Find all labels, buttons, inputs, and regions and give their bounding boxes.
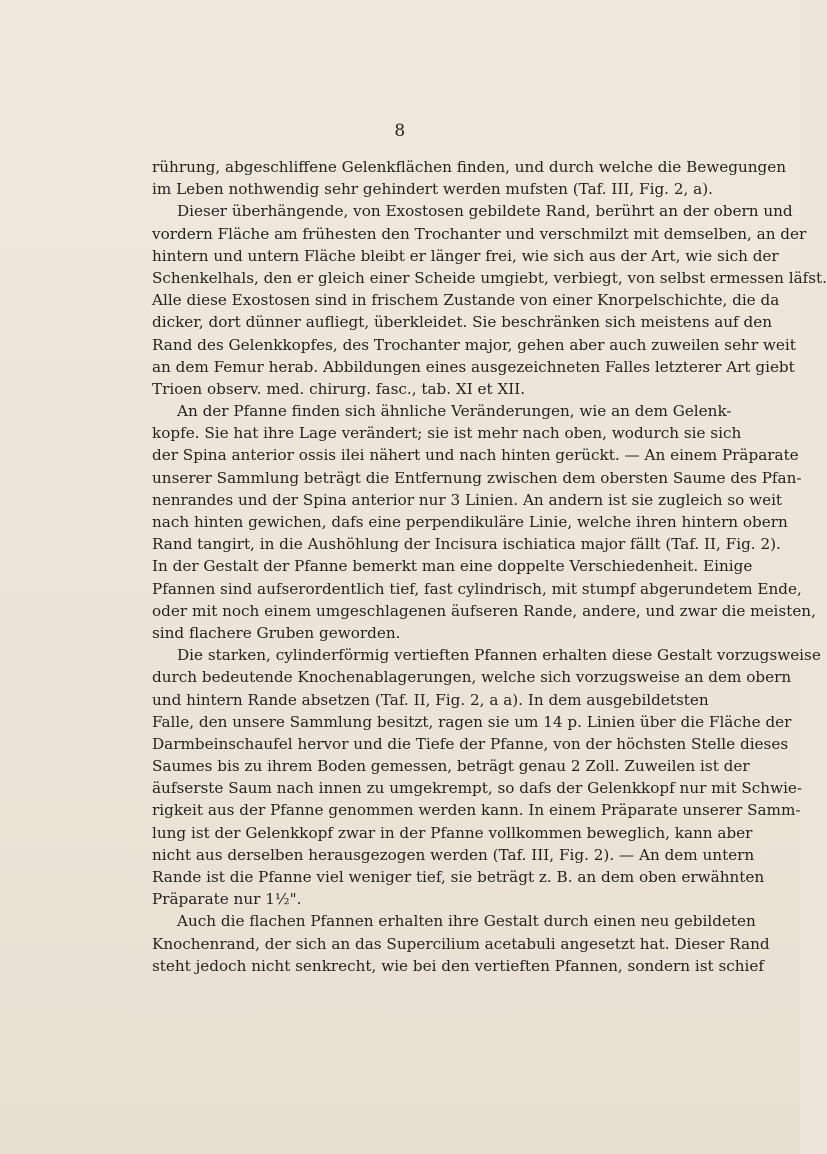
text-line: Auch die flachen Pfannen erhalten ihre Gestalt durch einen neu gebildeten [177,912,756,931]
text-line: Präparate nur 1½". [152,890,302,909]
text-line: hintern und untern Fläche bleibt er länger frei, wie sich aus der Art, wie sich der [152,246,779,265]
text-line: und hintern Rande absetzen (Taf. II, Fig. 2, a a). In dem ausgebildetsten [152,690,709,709]
text-line: an dem Femur herab. Abbildungen eines ausgezeichneten Falles letzterer Art giebt [152,357,795,376]
text-line: Alle diese Exostosen sind in frischem Zustande von einer Knorpelschichte, die da [152,291,780,310]
text-line: vordern Fläche am frühesten den Trochanter und verschmilzt mit demselben, an der [152,224,807,243]
text-line: Pfannen sind aufserordentlich tief, fast cylindrisch, mit stumpf abgerundetem Ende, [152,579,802,598]
text-line: rührung, abgeschliffene Gelenkflächen finden, und durch welche die Bewegungen [152,158,787,176]
text-line: Rande ist die Pfanne viel weniger tief, sie beträgt z. B. an dem oben erwähnten [152,868,765,886]
text-line: unserer Sammlung beträgt die Entfernung zwischen dem obersten Saume des Pfan- [152,468,802,487]
text-line: Schenkelhals, den er gleich einer Scheide umgiebt, verbiegt, von selbst ermessen läfst. [152,268,827,287]
text-line: im Leben nothwendig sehr gehindert werden mufsten (Taf. III, Fig. 2, a). [152,180,713,199]
text-line: nach hinten gewichen, dafs eine perpendikuläre Linie, welche ihren hintern obern [152,513,788,531]
text-line: kopfe. Sie hat ihre Lage verändert; sie ist mehr nach oben, wodurch sie sich [152,424,742,443]
text-line: Falle, den unsere Sammlung besitzt, ragen sie um 14 p. Linien über die Fläche der [152,712,792,731]
text-line: oder mit noch einem umgeschlagenen äufseren Rande, andere, und zwar die meisten, [152,601,816,620]
text-line: Rand tangirt, in die Aushöhlung der Incisura ischiatica major fällt (Taf. II, Fig. 2). [152,535,781,554]
text-line: Saumes bis zu ihrem Boden gemessen, beträgt genau 2 Zoll. Zuweilen ist der [152,757,750,776]
text-line: Darmbeinschaufel hervor und die Tiefe der Pfanne, von der höchsten Stelle dieses [152,734,789,753]
text-line: nicht aus derselben herausgezogen werden (Taf. III, Fig. 2). — An dem untern [152,845,755,864]
text-line: Knochenrand, der sich an das Supercilium acetabuli angesetzt hat. Dieser Rand [152,934,770,953]
text-line: dicker, dort dünner aufliegt, überkleidet. Sie beschränken sich meistens auf den [152,313,772,332]
text-line: Die starken, cylinderförmig vertieften Pfannen erhalten diese Gestalt vorzugsweise [177,646,821,665]
text-line: der Spina anterior ossis ilei nähert und nach hinten gerückt. — An einem Präparate [152,446,799,465]
text-line: rigkeit aus der Pfanne genommen werden kann. In einem Präparate unserer Samm- [152,801,801,820]
text-line: Trioen observ. med. chirurg. fasc., tab. XI et XII. [152,379,526,398]
text-line: sind flachere Gruben geworden. [152,623,401,642]
text-line: durch bedeutende Knochenablagerungen, welche sich vorzugsweise an dem obern [152,668,792,687]
body-text [152,156,827,977]
text-line: äufserste Saum nach innen zu umgekrempt, so dafs der Gelenkkopf nur mit Schwie- [152,779,803,798]
text-line: Dieser überhängende, von Exostosen gebildete Rand, berührt an der obern und [177,202,793,221]
text-line: lung ist der Gelenkkopf zwar in der Pfanne vollkommen beweglich, kann aber [152,823,753,842]
text-line: nenrandes und der Spina anterior nur 3 Linien. An andern ist sie zugleich so weit [152,490,783,509]
text-line: An der Pfanne finden sich ähnliche Veränderungen, wie an dem Gelenk- [177,402,732,421]
text-line: Rand des Gelenkkopfes, des Trochanter major, gehen aber auch zuweilen sehr weit [152,335,796,354]
text-line: In der Gestalt der Pfanne bemerkt man eine doppelte Verschiedenheit. Einige [152,557,753,576]
text-line: steht jedoch nicht senkrecht, wie bei den vertieften Pfannen, sondern ist schief [152,956,764,975]
page-number: 8 [394,121,406,141]
